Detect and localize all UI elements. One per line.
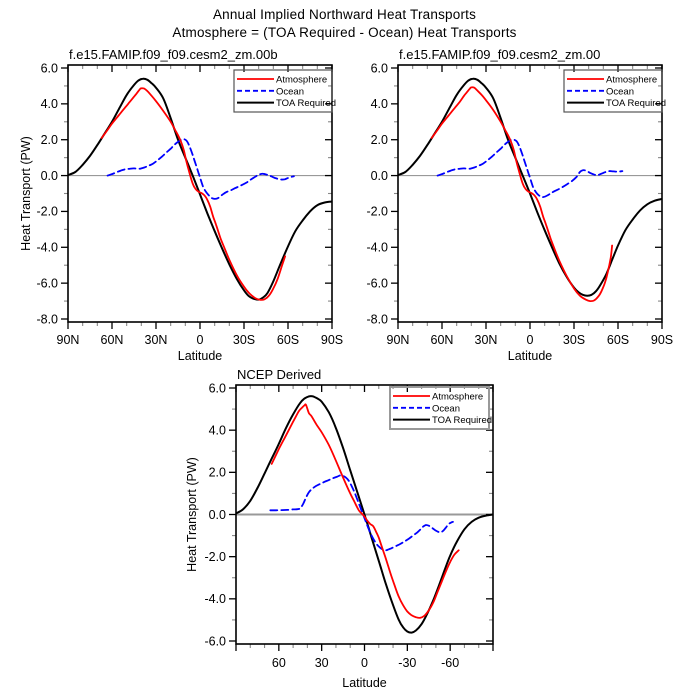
panel-1	[366, 47, 673, 363]
legend-label-atmosphere: Atmosphere	[276, 74, 328, 86]
x-tick-label: 60S	[276, 333, 300, 347]
x-tick-label: 90N	[386, 333, 410, 347]
series-atmosphere	[432, 87, 612, 301]
y-tick-label: 4.0	[370, 97, 388, 112]
x-tick-label: -30	[398, 656, 417, 670]
y-tick-label: -6.0	[204, 634, 226, 649]
y-tick-label: -8.0	[366, 312, 388, 327]
legend-label-atmosphere: Atmosphere	[432, 391, 484, 403]
y-axis-label: Heat Transport (PW)	[19, 136, 33, 251]
legend-label-ocean: Ocean	[432, 403, 460, 415]
legend-label-ocean: Ocean	[276, 86, 304, 98]
y-tick-label: 6.0	[208, 381, 226, 396]
figure-subtitle: Atmosphere = (TOA Required - Ocean) Heat Transports	[172, 25, 517, 40]
legend-label-toa-required: TOA Required	[606, 98, 667, 110]
panel-2	[185, 367, 493, 690]
x-axis-label: Latitude	[507, 349, 553, 363]
y-tick-label: -2.0	[36, 204, 58, 219]
x-tick-label: -60	[441, 656, 460, 670]
y-tick-label: 4.0	[40, 97, 58, 112]
x-axis-label: Latitude	[342, 676, 387, 690]
y-tick-label: 0.0	[40, 168, 58, 183]
x-tick-label: 60	[271, 656, 286, 670]
x-tick-label: 30S	[562, 333, 586, 347]
panel-title: NCEP Derived	[237, 367, 322, 382]
x-tick-label: 60N	[100, 333, 124, 347]
x-axis-label: Latitude	[177, 349, 223, 363]
x-tick-label: 90S	[650, 333, 674, 347]
legend	[390, 387, 492, 429]
series-atmosphere	[102, 88, 285, 300]
y-tick-label: 0.0	[208, 507, 226, 522]
x-tick-label: 30	[314, 656, 329, 670]
panel-title: f.e15.FAMIP.f09_f09.cesm2_zm.00b	[69, 47, 278, 62]
series-toa-required	[398, 79, 662, 296]
legend	[564, 70, 666, 112]
legend-label-atmosphere: Atmosphere	[606, 74, 658, 86]
y-axis-label: Heat Transport (PW)	[185, 457, 199, 572]
y-tick-label: -2.0	[366, 204, 388, 219]
y-tick-label: 6.0	[370, 61, 388, 76]
y-tick-label: 2.0	[208, 465, 226, 480]
y-tick-label: 4.0	[208, 423, 226, 438]
x-tick-label: 60N	[430, 333, 454, 347]
y-tick-label: 2.0	[40, 133, 58, 148]
legend-label-ocean: Ocean	[606, 86, 634, 98]
x-tick-label: 30S	[232, 333, 256, 347]
series-ocean	[438, 140, 623, 198]
y-tick-label: -6.0	[366, 276, 388, 291]
y-tick-label: 0.0	[370, 168, 388, 183]
legend	[234, 70, 336, 112]
x-tick-label: 0	[196, 333, 204, 347]
y-tick-label: 6.0	[40, 61, 58, 76]
x-tick-label: 0	[526, 333, 534, 347]
panel-0	[19, 47, 343, 363]
y-tick-label: 2.0	[370, 133, 388, 148]
y-tick-label: -4.0	[204, 592, 226, 607]
y-tick-label: -8.0	[36, 312, 58, 327]
y-tick-label: -2.0	[204, 549, 226, 564]
legend-label-toa-required: TOA Required	[432, 415, 493, 427]
legend-label-toa-required: TOA Required	[276, 98, 337, 110]
x-tick-label: 60S	[606, 333, 630, 347]
x-tick-label: 30N	[474, 333, 498, 347]
x-tick-label: 90N	[56, 333, 80, 347]
x-tick-label: 30N	[144, 333, 168, 347]
x-tick-label: 0	[361, 656, 368, 670]
panel-title: f.e15.FAMIP.f09_f09.cesm2_zm.00	[399, 47, 601, 62]
series-ocean	[108, 139, 294, 199]
x-tick-label: 90S	[320, 333, 344, 347]
series-atmosphere	[272, 404, 459, 618]
y-tick-label: -4.0	[36, 240, 58, 255]
figure-title: Annual Implied Northward Heat Transports	[212, 7, 477, 22]
y-tick-label: -4.0	[366, 240, 388, 255]
y-tick-label: -6.0	[36, 276, 58, 291]
